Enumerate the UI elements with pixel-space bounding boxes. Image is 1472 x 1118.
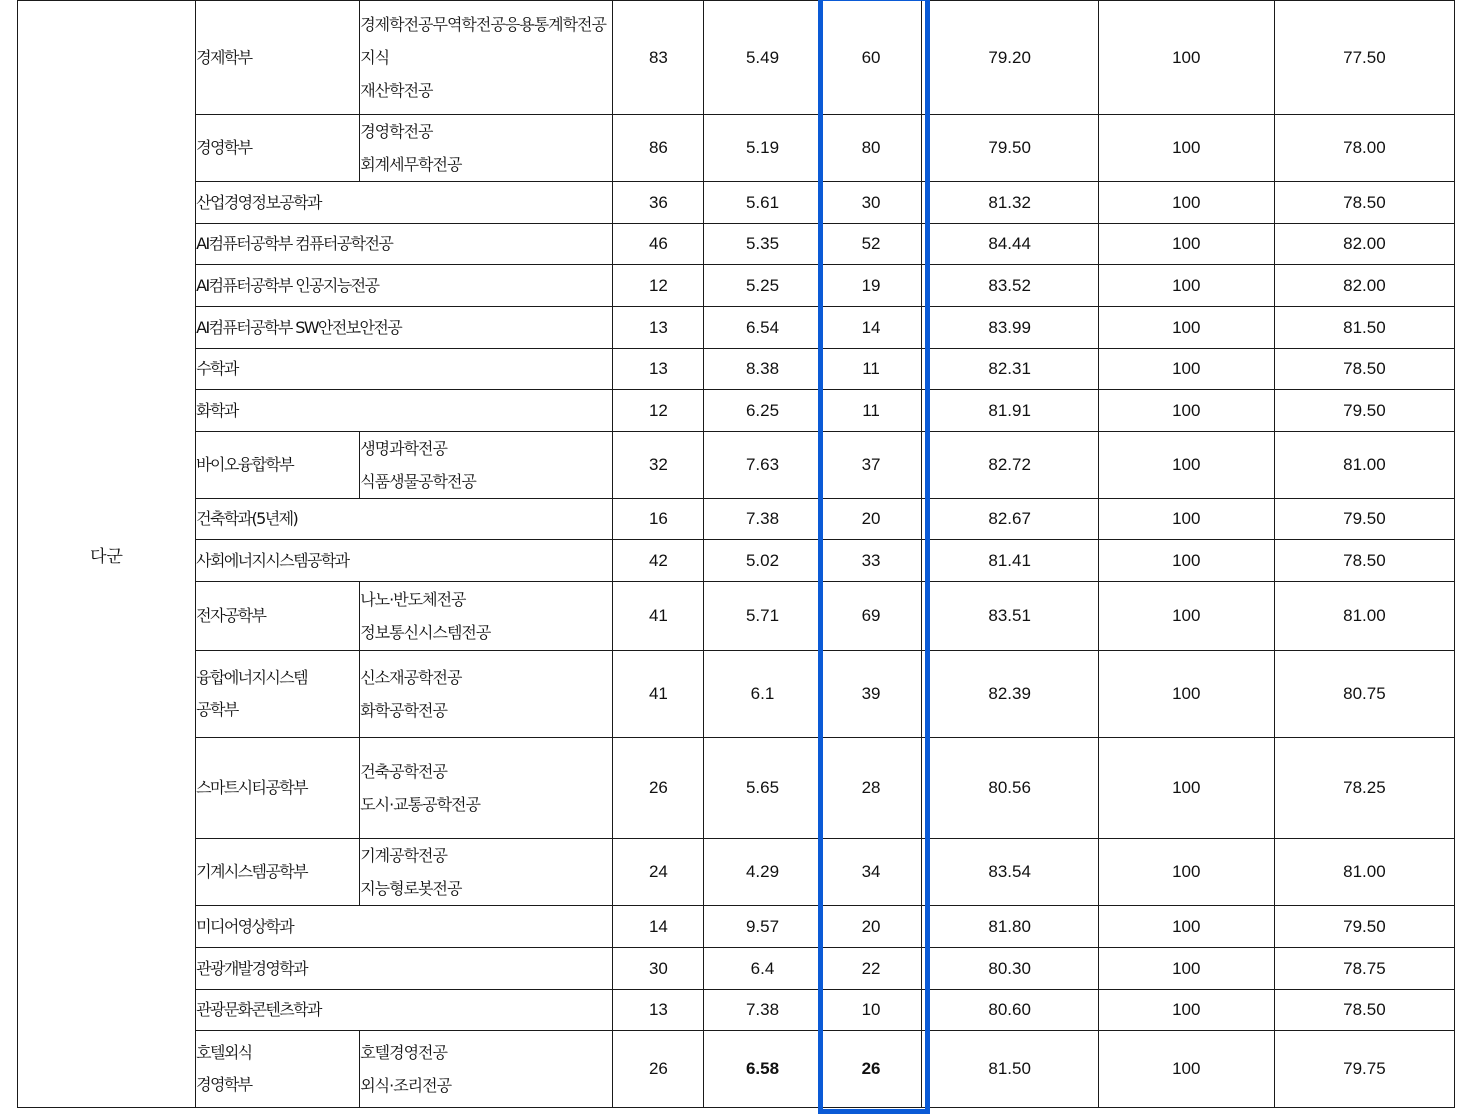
value-cell-v5: 100 [1098, 1031, 1274, 1108]
value-cell-v3: 20 [821, 499, 921, 540]
value-cell-v5: 100 [1098, 349, 1274, 390]
department-name: 공학부 [196, 700, 238, 719]
table-row [18, 948, 1455, 990]
department-cell [196, 224, 613, 265]
value-cell-v6: 79.50 [1274, 499, 1454, 540]
value-cell-v2: 5.71 [704, 582, 821, 651]
department-cell [196, 651, 360, 738]
major-cell [360, 115, 613, 182]
value-cell-v4: 80.60 [921, 990, 1098, 1031]
value-cell-v5: 100 [1098, 906, 1274, 948]
table-row [18, 738, 1455, 839]
value-cell-v1: 24 [613, 839, 704, 906]
major-name: 건축공학전공 [360, 762, 447, 781]
value-cell-v1: 42 [613, 540, 704, 582]
table-row [18, 390, 1455, 432]
department-name: AI컴퓨터공학부 컴퓨터공학전공 [196, 234, 393, 253]
department-name: 전자공학부 [196, 606, 266, 625]
value-cell-v5: 100 [1098, 182, 1274, 224]
value-cell-v6: 78.50 [1274, 182, 1454, 224]
value-cell-v3: 39 [821, 651, 921, 738]
value-cell-v5: 100 [1098, 839, 1274, 906]
department-name: 관광개발경영학과 [196, 958, 307, 978]
value-cell-v6: 80.75 [1274, 651, 1454, 738]
table-body [18, 1, 1455, 1108]
major-name: 회계세무학전공 [360, 155, 462, 174]
value-cell-v5: 100 [1098, 540, 1274, 582]
department-name: 관광문화콘텐츠학과 [196, 1000, 321, 1019]
value-cell-v3: 14 [821, 307, 921, 349]
value-cell-v4: 81.41 [921, 540, 1098, 582]
value-cell-v4: 83.99 [921, 307, 1098, 349]
table-row [18, 1, 1455, 115]
major-cell [360, 738, 613, 839]
value-cell-v4: 84.44 [921, 224, 1098, 265]
value-cell-v5: 100 [1098, 265, 1274, 307]
value-cell-v1: 26 [613, 738, 704, 839]
value-cell-v1: 26 [613, 1031, 704, 1108]
value-cell-v2: 5.61 [704, 182, 821, 224]
department-name: 기계시스템공학부 [196, 862, 307, 881]
value-cell-v5: 100 [1098, 307, 1274, 349]
department-cell [196, 582, 360, 651]
value-cell-v5: 100 [1098, 948, 1274, 990]
value-cell-v1: 12 [613, 390, 704, 432]
value-cell-v2: 7.38 [704, 990, 821, 1031]
value-cell-v3: 26 [821, 1031, 921, 1108]
department-cell [196, 115, 360, 182]
value-cell-v1: 32 [613, 432, 704, 499]
table-row [18, 651, 1455, 738]
major-name: 호텔경영전공 [360, 1043, 447, 1062]
table-row [18, 906, 1455, 948]
value-cell-v3: 10 [821, 990, 921, 1031]
value-cell-v5: 100 [1098, 990, 1274, 1031]
department-cell [196, 839, 360, 906]
major-cell [360, 432, 613, 499]
value-cell-v6: 81.00 [1274, 839, 1454, 906]
department-cell [196, 1, 360, 115]
department-name: 경제학부 [196, 47, 252, 67]
major-name: 화학공학전공 [360, 701, 447, 720]
value-cell-v6: 78.50 [1274, 540, 1454, 582]
department-cell [196, 390, 613, 432]
value-cell-v5: 100 [1098, 499, 1274, 540]
value-cell-v1: 41 [613, 582, 704, 651]
major-name: 생명과학전공 [360, 439, 447, 458]
table-row [18, 224, 1455, 265]
value-cell-v2: 7.63 [704, 432, 821, 499]
value-cell-v2: 6.1 [704, 651, 821, 738]
value-cell-v3: 60 [821, 1, 921, 115]
value-cell-v1: 13 [613, 990, 704, 1031]
value-cell-v1: 41 [613, 651, 704, 738]
value-cell-v4: 81.80 [921, 906, 1098, 948]
value-cell-v3: 69 [821, 582, 921, 651]
major-cell [360, 1031, 613, 1108]
value-cell-v2: 8.38 [704, 349, 821, 390]
value-cell-v2: 6.25 [704, 390, 821, 432]
value-cell-v6: 78.00 [1274, 115, 1454, 182]
department-cell [196, 499, 613, 540]
major-cell [360, 582, 613, 651]
value-cell-v6: 82.00 [1274, 224, 1454, 265]
value-cell-v4: 79.50 [921, 115, 1098, 182]
value-cell-v6: 79.75 [1274, 1031, 1454, 1108]
value-cell-v2: 6.54 [704, 307, 821, 349]
major-name: 경영학전공 [360, 122, 433, 141]
major-name: 도시·교통공학전공 [360, 795, 480, 814]
value-cell-v2: 7.38 [704, 499, 821, 540]
department-cell [196, 349, 613, 390]
major-name: 지능형로봇전공 [360, 879, 462, 898]
value-cell-v4: 80.30 [921, 948, 1098, 990]
value-cell-v2: 9.57 [704, 906, 821, 948]
department-name: AI컴퓨터공학부 인공지능전공 [196, 275, 379, 295]
department-cell [196, 990, 613, 1031]
major-name: 정보통신시스템전공 [360, 623, 491, 642]
value-cell-v6: 78.50 [1274, 990, 1454, 1031]
table-row [18, 432, 1455, 499]
value-cell-v2: 5.25 [704, 265, 821, 307]
department-name: 화학과 [196, 400, 238, 420]
value-cell-v3: 28 [821, 738, 921, 839]
value-cell-v3: 11 [821, 390, 921, 432]
value-cell-v4: 82.67 [921, 499, 1098, 540]
table-row [18, 582, 1455, 651]
table-row [18, 349, 1455, 390]
value-cell-v4: 81.32 [921, 182, 1098, 224]
value-cell-v2: 5.65 [704, 738, 821, 839]
value-cell-v1: 14 [613, 906, 704, 948]
value-cell-v3: 11 [821, 349, 921, 390]
major-cell [360, 839, 613, 906]
value-cell-v3: 19 [821, 265, 921, 307]
value-cell-v3: 34 [821, 839, 921, 906]
major-name: 재산학전공 [360, 81, 433, 100]
department-cell [196, 906, 613, 948]
value-cell-v4: 83.51 [921, 582, 1098, 651]
value-cell-v3: 33 [821, 540, 921, 582]
value-cell-v5: 100 [1098, 738, 1274, 839]
table-row [18, 115, 1455, 182]
table-row [18, 540, 1455, 582]
value-cell-v4: 81.91 [921, 390, 1098, 432]
major-cell [360, 651, 613, 738]
value-cell-v6: 81.00 [1274, 432, 1454, 499]
value-cell-v5: 100 [1098, 224, 1274, 265]
department-cell [196, 307, 613, 349]
value-cell-v1: 13 [613, 307, 704, 349]
value-cell-v1: 46 [613, 224, 704, 265]
value-cell-v1: 12 [613, 265, 704, 307]
value-cell-v4: 83.54 [921, 839, 1098, 906]
department-name: 사회에너지시스템공학과 [196, 550, 349, 570]
value-cell-v1: 13 [613, 349, 704, 390]
department-name: 수학과 [196, 359, 238, 378]
major-name: 외식·조리전공 [360, 1076, 452, 1095]
value-cell-v4: 82.31 [921, 349, 1098, 390]
department-name: 건축학과(5년제) [196, 509, 298, 528]
value-cell-v6: 81.00 [1274, 582, 1454, 651]
value-cell-v3: 80 [821, 115, 921, 182]
value-cell-v2: 5.19 [704, 115, 821, 182]
value-cell-v2: 5.35 [704, 224, 821, 265]
major-name: 신소재공학전공 [360, 668, 462, 687]
department-cell [196, 265, 613, 307]
value-cell-v6: 78.50 [1274, 349, 1454, 390]
value-cell-v3: 20 [821, 906, 921, 948]
table-row [18, 265, 1455, 307]
value-cell-v6: 82.00 [1274, 265, 1454, 307]
department-name: 스마트시티공학부 [196, 778, 307, 797]
department-name: 경영학부 [196, 138, 252, 157]
department-cell [196, 182, 613, 224]
value-cell-v4: 81.50 [921, 1031, 1098, 1108]
value-cell-v4: 79.20 [921, 1, 1098, 115]
department-name: 미디어영상학과 [196, 916, 294, 936]
value-cell-v2: 5.49 [704, 1, 821, 115]
value-cell-v5: 100 [1098, 390, 1274, 432]
value-cell-v2: 5.02 [704, 540, 821, 582]
value-cell-v6: 77.50 [1274, 1, 1454, 115]
department-cell [196, 540, 613, 582]
table-row [18, 990, 1455, 1031]
value-cell-v5: 100 [1098, 651, 1274, 738]
table-row [18, 499, 1455, 540]
table-row [18, 839, 1455, 906]
value-cell-v6: 79.50 [1274, 906, 1454, 948]
department-cell [196, 1031, 360, 1108]
value-cell-v1: 86 [613, 115, 704, 182]
value-cell-v5: 100 [1098, 115, 1274, 182]
table-row [18, 182, 1455, 224]
value-cell-v4: 82.72 [921, 432, 1098, 499]
department-cell [196, 738, 360, 839]
value-cell-v3: 52 [821, 224, 921, 265]
value-cell-v1: 30 [613, 948, 704, 990]
major-cell [360, 1, 613, 115]
value-cell-v4: 82.39 [921, 651, 1098, 738]
value-cell-v6: 78.75 [1274, 948, 1454, 990]
major-name: 식품생물공학전공 [360, 472, 476, 491]
value-cell-v1: 16 [613, 499, 704, 540]
value-cell-v6: 79.50 [1274, 390, 1454, 432]
department-cell [196, 432, 360, 499]
department-name: 호텔외식 [196, 1043, 252, 1062]
department-name: 융합에너지시스템 [196, 668, 307, 687]
value-cell-v4: 80.56 [921, 738, 1098, 839]
admission-results-table [17, 0, 1455, 1108]
department-cell [196, 948, 613, 990]
major-name: 경제학전공무역학전공응용통계학전공지식 [360, 15, 606, 67]
department-name: 경영학부 [196, 1075, 252, 1094]
value-cell-v5: 100 [1098, 432, 1274, 499]
value-cell-v2: 4.29 [704, 839, 821, 906]
value-cell-v2: 6.58 [704, 1031, 821, 1108]
value-cell-v5: 100 [1098, 582, 1274, 651]
department-name: AI컴퓨터공학부 SW안전보안전공 [196, 317, 402, 337]
group-label: 다군 [18, 1, 196, 1108]
value-cell-v3: 30 [821, 182, 921, 224]
value-cell-v4: 83.52 [921, 265, 1098, 307]
value-cell-v1: 83 [613, 1, 704, 115]
value-cell-v5: 100 [1098, 1, 1274, 115]
value-cell-v3: 37 [821, 432, 921, 499]
value-cell-v3: 22 [821, 948, 921, 990]
major-name: 나노·반도체전공 [360, 590, 466, 609]
table-row [18, 1031, 1455, 1108]
value-cell-v2: 6.4 [704, 948, 821, 990]
table-row [18, 307, 1455, 349]
value-cell-v6: 78.25 [1274, 738, 1454, 839]
major-name: 기계공학전공 [360, 846, 447, 865]
value-cell-v6: 81.50 [1274, 307, 1454, 349]
value-cell-v1: 36 [613, 182, 704, 224]
department-name: 바이오융합학부 [196, 455, 294, 474]
department-name: 산업경영정보공학과 [196, 192, 321, 212]
